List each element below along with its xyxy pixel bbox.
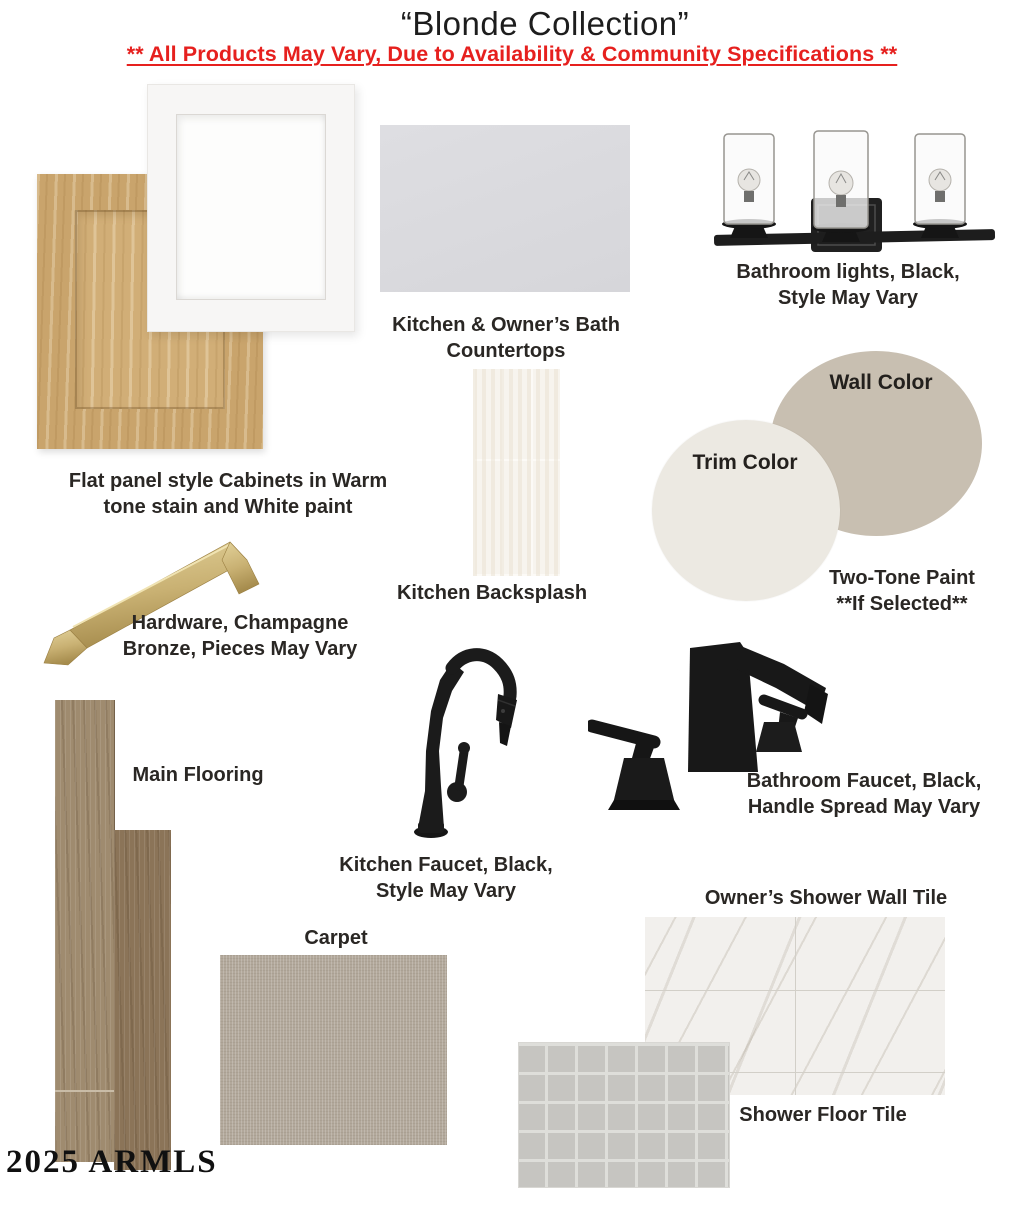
kitchen-faucet-label-line2: Style May Vary	[375, 880, 517, 902]
carpet-label-text: Carpet	[304, 927, 368, 949]
shower-wall-tile-label-text: Owner’s Shower Wall Tile	[704, 887, 948, 909]
cabinets-label-line1: Flat panel style Cabinets in Warm	[68, 470, 388, 492]
bathroom-vanity-light-image	[712, 128, 997, 253]
wall-color-label: Wall Color	[829, 371, 933, 394]
shower-floor-tile-swatch	[518, 1042, 730, 1188]
backsplash-label-text: Kitchen Backsplash	[396, 582, 588, 604]
bathroom-lights-label	[736, 259, 959, 311]
countertop-swatch	[380, 125, 630, 292]
bathroom-faucet-label-line1: Bathroom Faucet, Black,	[746, 770, 982, 792]
disclaimer: ** All Products May Vary, Due to Availability & Community Specifications **	[126, 42, 898, 66]
kitchen-faucet-image	[412, 636, 530, 840]
two-tone-paint-note-line2: **If Selected**	[836, 593, 968, 615]
shower-floor-tile-label	[739, 1102, 906, 1128]
countertops-label-line2: Countertops	[446, 340, 566, 362]
hardware-label-line1: Hardware, Champagne	[131, 612, 349, 634]
two-tone-paint-note	[829, 565, 975, 617]
backsplash-swatch	[473, 369, 560, 576]
bathroom-faucet-label-line2: Handle Spread May Vary	[747, 796, 981, 818]
shower-wall-tile-label	[705, 885, 947, 911]
kitchen-faucet-label	[339, 852, 552, 904]
cabinets-label	[69, 468, 387, 520]
cabinets-label-line2: tone stain and White paint	[103, 496, 353, 518]
two-tone-paint-note-line1: Two-Tone Paint	[829, 567, 975, 589]
countertops-label	[392, 312, 620, 364]
hardware-label-line2: Bronze, Pieces May Vary	[122, 638, 358, 660]
plank-seam	[55, 1090, 114, 1092]
flooring-plank-light-swatch	[55, 700, 115, 1162]
kitchen-faucet-label-line1: Kitchen Faucet, Black,	[339, 854, 553, 876]
armls-watermark: 2025 ARMLS	[6, 1144, 218, 1180]
bathroom-lights-label-line2: Style May Vary	[777, 287, 919, 309]
trim-color-label: Trim Color	[692, 451, 798, 474]
carpet-swatch	[220, 955, 447, 1145]
countertops-label-line1: Kitchen & Owner’s Bath	[392, 314, 620, 336]
trim-color-swatch	[652, 420, 840, 601]
hardware-label	[123, 610, 358, 662]
page-title: “Blonde Collection”	[400, 5, 690, 42]
white-cabinet-door-panel	[176, 114, 326, 300]
tile-grout-line	[645, 990, 945, 991]
white-cabinet-door-swatch	[147, 84, 355, 332]
flooring-label-text: Main Flooring	[132, 764, 264, 786]
backsplash-label	[397, 580, 587, 606]
flooring-plank-dark-swatch	[114, 830, 171, 1170]
bathroom-lights-label-line1: Bathroom lights, Black,	[736, 261, 960, 283]
bathroom-faucet-label	[747, 768, 982, 820]
shower-floor-tile-label-text: Shower Floor Tile	[739, 1104, 907, 1126]
tile-grout-line	[795, 917, 796, 1095]
carpet-label	[304, 925, 367, 951]
flooring-label	[132, 762, 263, 788]
